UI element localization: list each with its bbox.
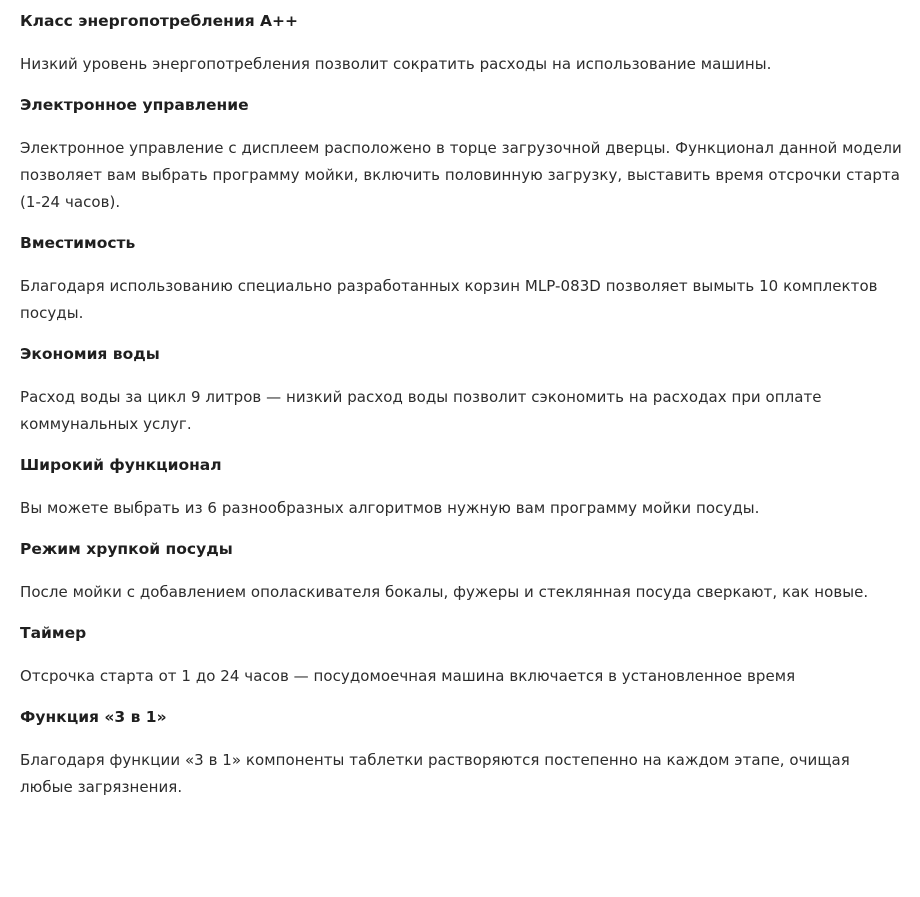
feature-description: Электронное управление с дисплеем расположено в торце загрузочной дверцы. Функционал данной модели позволяет вам выбрать программу мойки, включить половинную загрузку, выставить время отсрочки старта (1-24 часов). [20, 139, 902, 211]
feature-title: Вместимость [20, 234, 136, 252]
feature-title: Функция «3 в 1» [20, 708, 167, 726]
feature-water-saving [20, 343, 904, 438]
feature-title: Электронное управление [20, 96, 249, 114]
feature-timer [20, 622, 904, 690]
feature-title: Широкий функционал [20, 456, 222, 474]
feature-description: После мойки с добавлением ополаскивателя бокалы, фужеры и стеклянная посуда сверкают, как новые. [20, 583, 869, 601]
feature-description: Расход воды за цикл 9 литров — низкий расход воды позволит сэкономить на расходах при оплате коммунальных услуг. [20, 388, 822, 433]
feature-description: Отсрочка старта от 1 до 24 часов — посудомоечная машина включается в установленное время [20, 667, 796, 685]
feature-description: Низкий уровень энергопотребления позволит сократить расходы на использование машины. [20, 55, 772, 73]
feature-description: Вы можете выбрать из 6 разнообразных алгоритмов нужную вам программу мойки посуды. [20, 499, 760, 517]
feature-title: Экономия воды [20, 345, 160, 363]
feature-title: Таймер [20, 624, 87, 642]
feature-title: Режим хрупкой посуды [20, 540, 233, 558]
feature-description: Благодаря функции «3 в 1» компоненты таблетки растворяются постепенно на каждом этапе, очищая любые загрязнения. [20, 751, 850, 796]
feature-title: Класс энергопотребления А++ [20, 12, 299, 30]
feature-description: Благодаря использованию специально разработанных корзин MLP-083D позволяет вымыть 10 комплектов посуды. [20, 277, 878, 322]
feature-capacity [20, 232, 904, 327]
feature-wide-functionality [20, 454, 904, 522]
feature-3-in-1 [20, 706, 904, 801]
feature-energy-class [20, 10, 904, 78]
feature-electronic-control [20, 94, 904, 216]
feature-delicate-mode [20, 538, 904, 606]
